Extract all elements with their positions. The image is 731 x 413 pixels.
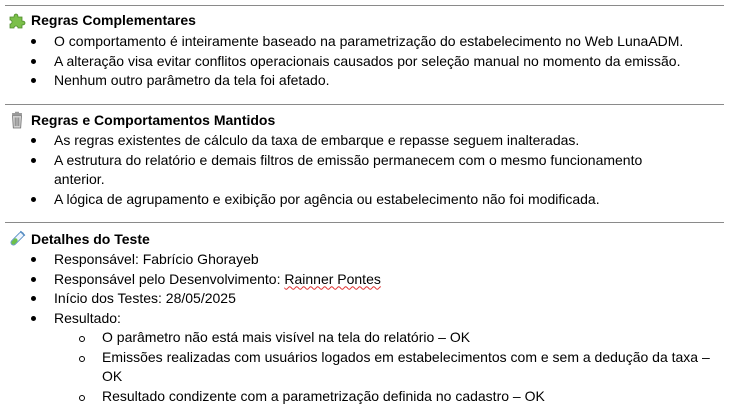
bullet-dot	[31, 59, 36, 64]
section-divider	[5, 104, 724, 105]
list-item: A lógica de agrupamento e exibição por agência ou estabelecimento não foi modificada.	[0, 190, 731, 210]
circle-bullet	[79, 356, 85, 362]
bullet-dot	[31, 39, 36, 44]
list-item: Nenhum outro parâmetro da tela foi afetado.	[0, 71, 731, 91]
sub-list-item: O parâmetro não está mais visível na tela do relatório – OK	[0, 328, 731, 348]
list-item: Responsável: Fabrício Ghorayeb	[0, 250, 731, 270]
circle-bullet	[79, 336, 85, 342]
developer-name: Rainner Pontes	[284, 270, 381, 287]
puzzle-icon	[8, 11, 26, 29]
sub-list-item: Resultado condizente com a parametrização definida no cadastro – OK	[0, 387, 731, 407]
section-title: Regras Complementares	[31, 12, 196, 28]
list-item: Responsável pelo Desenvolvimento: Rainner Pontes	[0, 270, 731, 290]
bullet-list	[0, 32, 731, 91]
section-heading-detalhes-teste	[8, 229, 150, 249]
section-heading-regras-complementares	[8, 10, 196, 30]
bullet-dot	[31, 257, 36, 262]
bullet-dot	[31, 78, 36, 83]
list-item: A estrutura do relatório e demais filtros de emissão permanecem com o mesmo funcionamento anterior.	[0, 151, 731, 190]
list-item: As regras existentes de cálculo da taxa de embarque e repasse seguem inalteradas.	[0, 131, 731, 151]
trash-can-icon	[8, 111, 26, 129]
section-title: Regras e Comportamentos Mantidos	[31, 112, 276, 128]
bullet-list	[0, 250, 731, 406]
list-item: Resultado:	[0, 309, 731, 329]
bullet-dot	[31, 316, 36, 321]
list-item: A alteração visa evitar conflitos operacionais causados por seleção manual no momento da emissão.	[0, 52, 731, 72]
section-divider	[5, 222, 724, 223]
bullet-list	[0, 131, 731, 209]
section-divider	[5, 5, 724, 6]
bullet-dot	[31, 138, 36, 143]
section-heading-regras-mantidos	[8, 110, 275, 130]
list-item: Início dos Testes: 28/05/2025	[0, 289, 731, 309]
sub-list-item: Emissões realizadas com usuários logados em estabelecimentos com e sem a dedução da taxa – OK	[0, 348, 731, 387]
test-tube-icon	[8, 230, 26, 248]
list-item: O comportamento é inteiramente baseado na parametrização do estabelecimento no Web LunaADM.	[0, 32, 731, 52]
bullet-dot	[31, 277, 36, 282]
bullet-dot	[31, 296, 36, 301]
bullet-dot	[31, 197, 36, 202]
circle-bullet	[79, 395, 85, 401]
section-title: Detalhes do Teste	[31, 231, 150, 247]
bullet-dot	[31, 158, 36, 163]
